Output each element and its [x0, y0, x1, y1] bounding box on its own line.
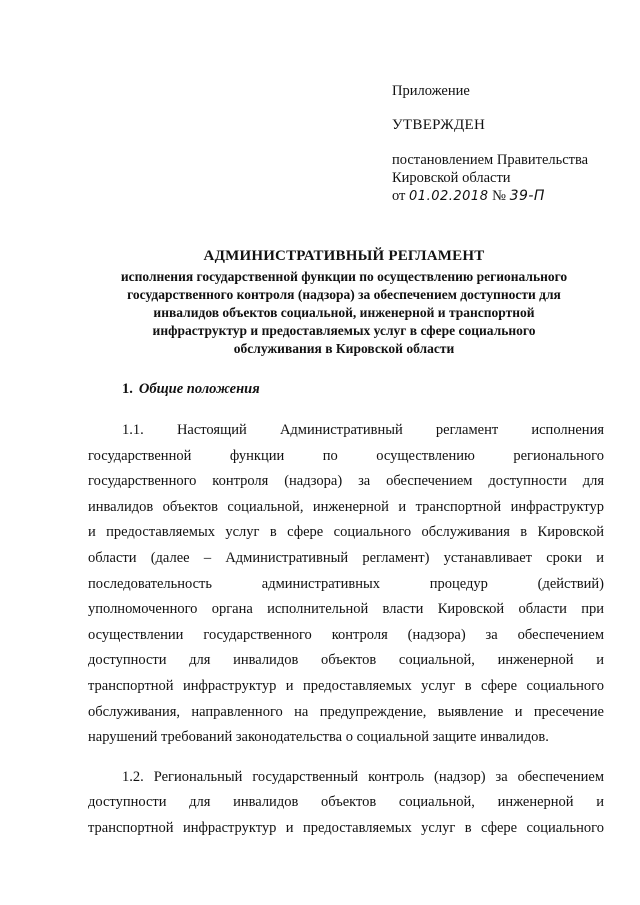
text-line: инвалидов объектов социальной, инженерной и транспортной инфраструктур	[88, 498, 604, 515]
decree-line-1: постановлением Правительства	[392, 152, 589, 168]
handwritten-number: 39-П	[509, 188, 545, 204]
title-sub-line: государственного контроля (надзора) за обеспечением доступности для	[127, 287, 561, 302]
appendix-label: Приложение	[392, 83, 470, 99]
title-main: АДМИНИСТРАТИВНЫЙ РЕГЛАМЕНТ	[203, 248, 485, 264]
handwritten-date: 01.02.2018	[409, 189, 489, 204]
text-line: обслуживания, направленного на предупреждение, выявление и пресечение	[88, 703, 604, 720]
section-title: Общие положения	[138, 381, 260, 397]
document-body	[88, 418, 604, 842]
title-sub-line: исполнения государственной функции по осуществлению регионального	[120, 269, 568, 284]
number-sign: №	[492, 188, 506, 204]
document-title	[80, 246, 608, 358]
text-line: 1.1. Настоящий Административный регламент исполнения	[122, 422, 604, 438]
text-line: области (далее – Административный регламент) устанавливает сроки и	[88, 549, 604, 566]
title-sub-line: обслуживания в Кировской области	[233, 341, 455, 356]
title-sub-line: инфраструктур и предоставляемых услуг в сфере социального	[152, 323, 536, 338]
date-prefix: от	[392, 188, 406, 204]
text-line: транспортной инфраструктур и предоставляемых услуг в сфере социального	[88, 677, 604, 694]
text-line: и предоставляемых услуг в сфере социального обслуживания в Кировской	[88, 524, 604, 541]
approval-block	[392, 82, 632, 206]
decree-date-line	[392, 187, 632, 206]
decree-line-2: Кировской области	[392, 170, 511, 186]
text-line: 1.2. Региональный государственный контроль (надзор) за обеспечением	[122, 768, 604, 785]
text-line: доступности для инвалидов объектов социальной, инженерной и	[88, 652, 604, 669]
text-line: государственной функции по осуществлению регионального	[88, 447, 604, 464]
section-number: 1.	[122, 381, 133, 397]
text-line: государственного контроля (надзора) за обеспечением доступности для	[88, 473, 604, 490]
text-line: последовательность административных процедур (действий)	[88, 575, 604, 592]
text-line: уполномоченного органа исполнительной власти Кировской области при	[88, 601, 604, 618]
paragraph-1-1	[88, 418, 604, 751]
section-heading	[122, 381, 260, 398]
title-sub-line: инвалидов объектов социальной, инженерной и транспортной	[153, 305, 535, 320]
text-line: доступности для инвалидов объектов социальной, инженерной и	[88, 794, 604, 811]
text-line: нарушений требований законодательства о социальной защите инвалидов.	[88, 729, 549, 746]
paragraph-1-2	[88, 765, 604, 842]
text-line: транспортной инфраструктур и предоставляемых услуг в сфере социального	[88, 819, 604, 836]
text-line: осуществлении государственного контроля (надзора) за обеспечением	[88, 626, 604, 643]
approved-label: УТВЕРЖДЕН	[392, 117, 486, 133]
